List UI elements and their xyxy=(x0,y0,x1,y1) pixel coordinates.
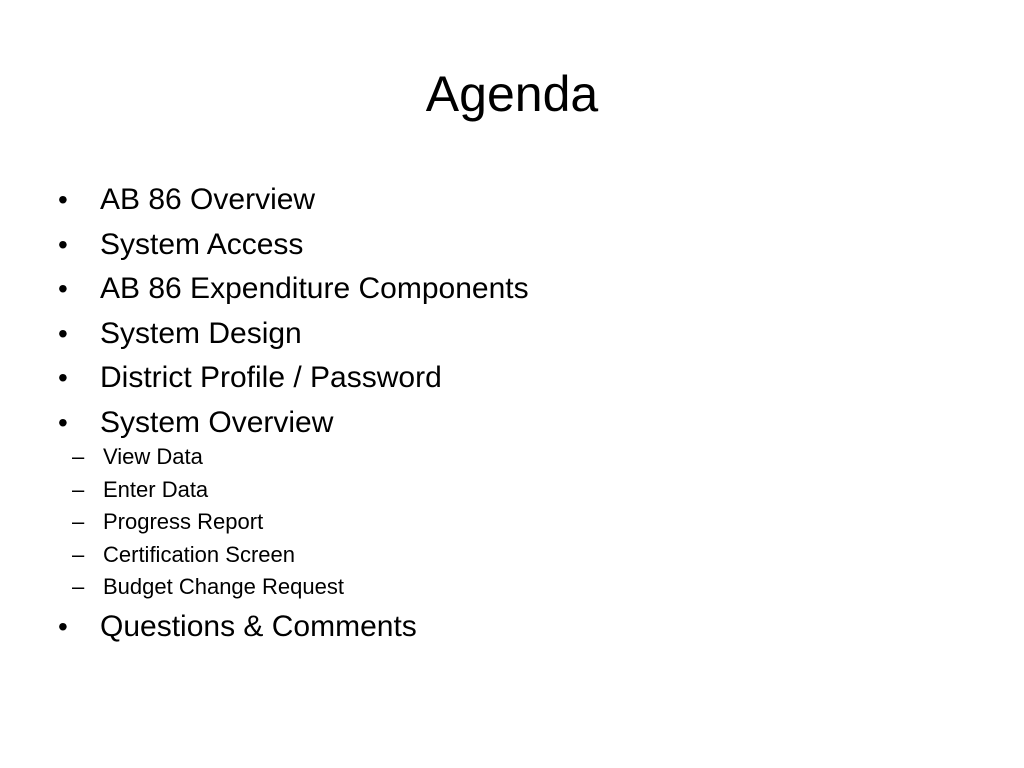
agenda-subitem-label: Certification Screen xyxy=(103,541,295,567)
agenda-subitem xyxy=(58,506,958,539)
agenda-item xyxy=(58,267,958,312)
agenda-item-label: District Profile / Password xyxy=(100,361,442,394)
agenda-item-label: Questions & Comments xyxy=(100,609,417,643)
dash-icon: – xyxy=(72,574,85,599)
agenda-subitem xyxy=(58,474,958,507)
agenda-item xyxy=(58,401,958,446)
bullet-icon: • xyxy=(58,228,68,260)
agenda-subitem xyxy=(58,441,958,474)
agenda-item xyxy=(58,178,958,223)
dash-icon: – xyxy=(72,509,85,534)
agenda-item xyxy=(58,223,958,268)
agenda-item-label: System Design xyxy=(100,316,302,350)
agenda-subitem-label: Enter Data xyxy=(103,476,209,502)
agenda-subitem xyxy=(58,571,958,604)
agenda-item-label: System Overview xyxy=(100,405,334,439)
agenda-subitem-label: Progress Report xyxy=(103,509,264,534)
agenda-item-label: AB 86 Overview xyxy=(100,183,316,216)
bullet-icon: • xyxy=(58,610,68,642)
dash-icon: – xyxy=(72,541,85,567)
agenda-subitem xyxy=(58,539,958,572)
agenda-item xyxy=(58,605,958,650)
slide-title: Agenda xyxy=(425,66,599,122)
bullet-icon: • xyxy=(58,273,68,304)
bullet-icon: • xyxy=(58,406,68,438)
agenda-item-label: AB 86 Expenditure Components xyxy=(100,272,529,305)
agenda-subitem-label: Budget Change Request xyxy=(103,574,344,599)
bullet-icon: • xyxy=(58,317,68,349)
agenda-sub-list xyxy=(58,441,958,604)
agenda-item-label: System Access xyxy=(100,227,304,261)
agenda-item xyxy=(58,356,958,401)
agenda-list xyxy=(58,178,958,649)
dash-icon: – xyxy=(72,476,85,502)
agenda-subitem-group xyxy=(58,441,958,604)
agenda-subitem-label: View Data xyxy=(103,444,203,469)
bullet-icon: • xyxy=(58,362,68,393)
dash-icon: – xyxy=(72,444,85,469)
bullet-icon: • xyxy=(58,184,68,215)
agenda-item xyxy=(58,312,958,357)
